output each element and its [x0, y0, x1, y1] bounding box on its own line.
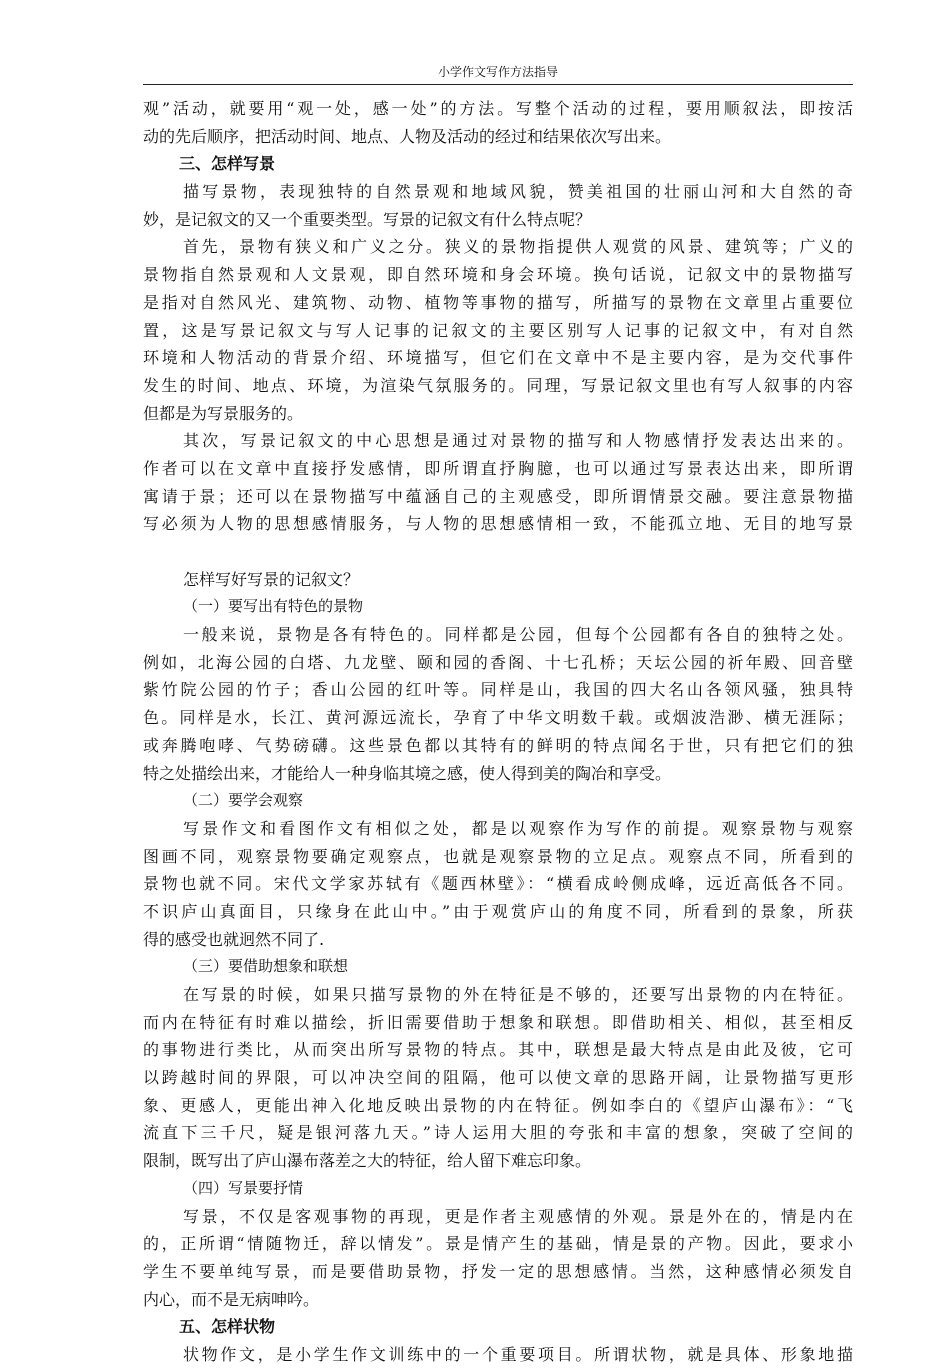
- text-line: 寓请于景；还可以在景物描写中蕴涵自己的主观感受，即所谓情景交融。要注意景物描: [143, 486, 853, 506]
- running-header: 小学作文写作方法指导: [437, 65, 558, 79]
- text-line: 限制，既写出了庐山瀑布落差之大的特征，给人留下难忘印象。: [143, 1151, 592, 1171]
- text-line: 置，这是写景记叙文与写人记事的记叙文的主要区别写人记事的记叙文中，有对自然: [143, 320, 853, 340]
- text-line: 首先，景物有狭义和广义之分。狭义的景物指提供人观赏的风景、建筑等；广义的: [183, 237, 853, 257]
- text-line: 或奔腾咆哮、气势磅礴。这些景色都以其特有的鲜明的特点闻名于世，只有把它们的独: [143, 735, 853, 755]
- text-line: 写必须为人物的思想感情服务，与人物的思想感情相一致，不能孤立地、无目的地写景: [143, 514, 853, 534]
- text-line: 一般来说，景物是各有特色的。同样都是公园，但每个公园都有各自的独特之处。: [183, 625, 853, 645]
- text-line: 内心，而不是无病呻吟。: [143, 1289, 320, 1309]
- text-line: 以跨越时间的界限，可以冲决空间的阻隔，他可以使文章的思路开阔，让景物描写更形: [143, 1068, 853, 1088]
- text-line: 但都是为写景服务的。: [143, 403, 304, 423]
- text-line: 动的先后顺序，把活动时间、地点、人物及活动的经过和结果依次写出来。: [143, 126, 672, 146]
- subsection-heading: （三）要借助想象和联想: [183, 957, 349, 976]
- subsection-heading: （一）要写出有特色的景物: [183, 597, 364, 616]
- text-line: 观”活动，就要用“观一处，感一处”的方法。写整个活动的过程，要用顺叙法，即按活: [143, 99, 853, 118]
- text-line: 得的感受也就迥然不同了.: [143, 929, 325, 949]
- text-line: 不识庐山真面目，只缘身在此山中。”由于观赏庐山的角度不同，所看到的景象，所获: [143, 901, 853, 921]
- text-line: 怎样写好写景的记叙文？: [183, 569, 360, 589]
- text-line: 的，正所谓“情随物迁，辞以情发”。景是情产生的基础，情是景的产物。因此，要求小: [143, 1234, 853, 1254]
- text-line: 流直下三千尺，疑是银河落九天。”诗人运用大胆的夸张和丰富的想象，突破了空间的: [143, 1123, 853, 1143]
- text-line: 景物指自然景观和人文景观，即自然环境和身会环境。换句话说，记叙文中的景物描写: [143, 265, 853, 285]
- text-line: 例如，北海公园的白塔、九龙壁、颐和园的香阁、十七孔桥；天坛公园的祈年殿、回音壁: [143, 652, 853, 672]
- document-body: [143, 95, 853, 1369]
- subsection-heading: （四）写景要抒情: [183, 1178, 304, 1197]
- text-line: 是指对自然风光、建筑物、动物、植物等事物的描写，所描写的景物在文章里占重要位: [143, 292, 853, 312]
- text-line: 学生不要单纯写景，而是要借助景物，抒发一定的思想感情。当然，这种感情必须发自: [143, 1261, 853, 1281]
- text-line: 特之处描绘出来，才能给人一种身临其境之感，使人得到美的陶冶和享受。: [143, 763, 672, 783]
- text-line: 状物作文，是小学生作文训练中的一个重要项目。所谓状物，就是具体、形象地描: [183, 1344, 853, 1364]
- section-heading: 五、怎样状物: [179, 1317, 276, 1337]
- text-line: 描写景物，表现独特的自然景观和地域风貌，赞美祖国的壮丽山河和大自然的奇: [183, 182, 853, 202]
- subsection-heading: （二）要学会观察: [183, 791, 304, 810]
- text-line: 其次，写景记叙文的中心思想是通过对景物的描写和人物感情抒发表达出来的。: [183, 431, 853, 451]
- blank-line: [143, 538, 853, 566]
- text-line: 写景作文和看图作文有相似之处，都是以观察作为写作的前提。观察景物与观察: [183, 818, 853, 838]
- text-line: 景物也就不同。宋代文学家苏轼有《题西林壁》：“横看成岭侧成峰，远近高低各不同。: [143, 874, 853, 894]
- header-rule: [143, 84, 853, 85]
- text-line: 妙，是记叙文的又一个重要类型。写景的记叙文有什么特点呢？: [143, 209, 592, 229]
- text-line: 象、更感人，更能出神入化地反映出景物的内在特征。例如李白的《望庐山瀑布》：“飞: [143, 1095, 853, 1115]
- text-line: 紫竹院公园的竹子；香山公园的红叶等。同样是山，我国的四大名山各领风骚，独具特: [143, 680, 853, 700]
- text-line: 发生的时间、地点、环境，为渲染气氛服务的。同理，写景记叙文里也有写人叙事的内容: [143, 375, 853, 395]
- text-line: 色。同样是水，长江、黄河源远流长，孕育了中华文明数千载。或烟波浩渺、横无涯际；: [143, 708, 853, 728]
- text-line: 作者可以在文章中直接抒发感情，即所谓直抒胸臆，也可以通过写景表达出来，即所谓: [143, 458, 853, 478]
- text-line: 的事物进行类比，从而突出所写景物的特点。其中，联想是最大特点是由此及彼，它可: [143, 1040, 853, 1060]
- text-line: 而内在特征有时难以描绘，折旧需要借助于想象和联想。即借助相关、相似，甚至相反: [143, 1012, 853, 1032]
- section-heading: 三、怎样写景: [179, 154, 276, 174]
- text-line: 环境和人物活动的背景介绍、环境描写，但它们在文章中不是主要内容，是为交代事件: [143, 348, 853, 368]
- text-line: 图画不同，观察景物要确定观察点，也就是观察景物的立足点。观察点不同，所看到的: [143, 846, 853, 866]
- text-line: 写景，不仅是客观事物的再现，更是作者主观感情的外观。景是外在的，情是内在: [183, 1206, 853, 1226]
- text-line: 在写景的时候，如果只描写景物的外在特征是不够的，还要写出景物的内在特征。: [183, 985, 853, 1004]
